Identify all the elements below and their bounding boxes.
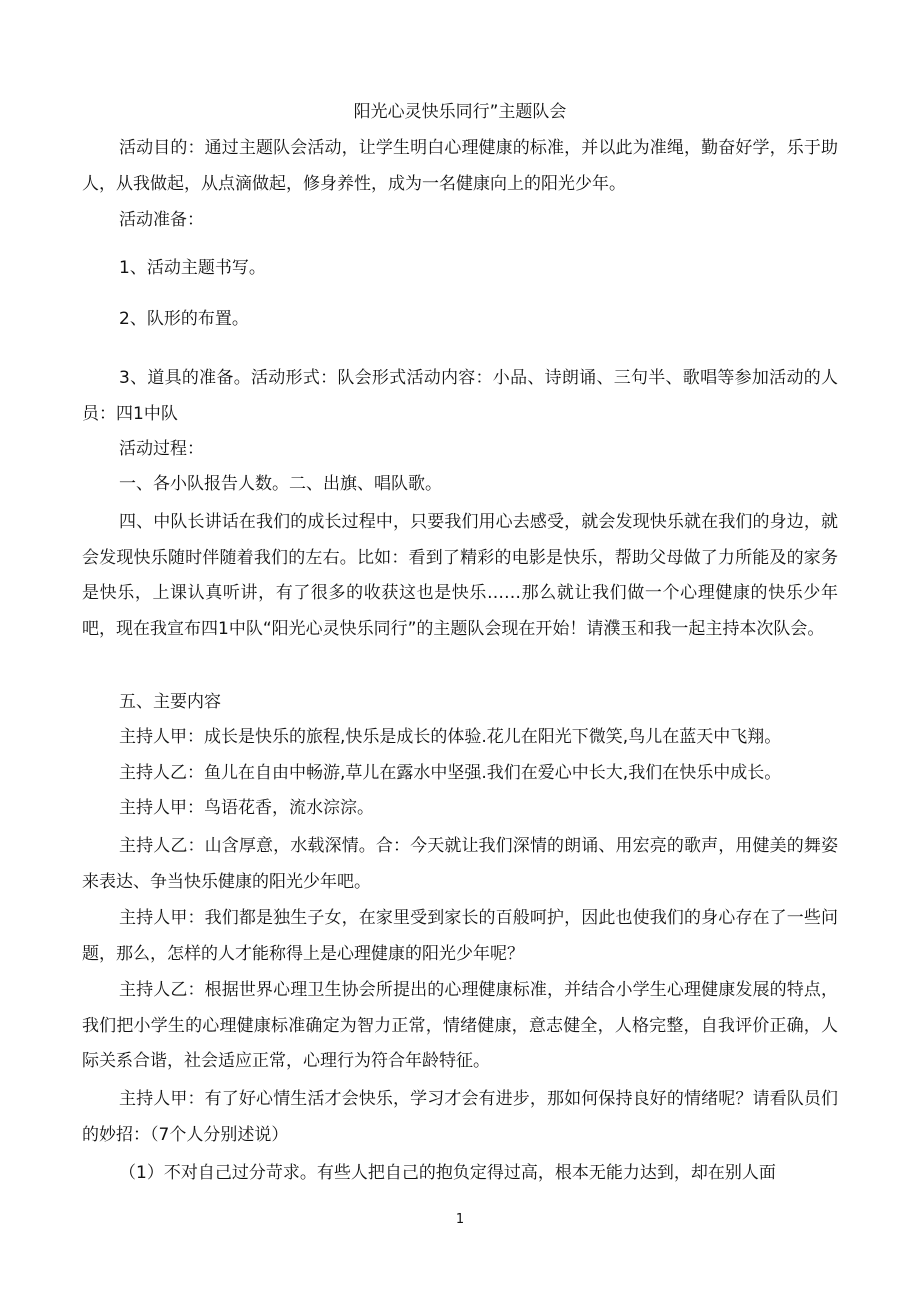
page-number: 1 bbox=[455, 1212, 465, 1227]
paragraph-host-b-3: 主持人乙：根据世界心理卫生协会所提出的心理健康标准，并结合小学生心理健康发展的特点，我们把小学生的心理健康标准确定为智力正常，情绪健康，意志健全，人格完整，自我评价正确，人际关系合谐，社会适应正常，心理行为符合年龄特征。 bbox=[82, 980, 838, 1071]
paragraph-host-a-1: 主持人甲：成长是快乐的旅程,快乐是成长的体验.花儿在阳光下微笑,鸟儿在蓝天中飞翔。 bbox=[119, 727, 782, 747]
document-title: 阳光心灵快乐同行”主题队会 bbox=[353, 102, 567, 122]
paragraph-host-a-3: 主持人甲：我们都是独生子女，在家里受到家长的百般呵护，因此也使我们的身心存在了一些问题，那么，怎样的人才能称得上是心理健康的阳光少年呢？ bbox=[82, 908, 838, 964]
paragraph-prep-item-2: 2、队形的布置。 bbox=[119, 309, 249, 329]
paragraph-prep-item-3: 3、道具的准备。活动形式：队会形式活动内容：小品、诗朗诵、三句半、歌唱等参加活动的人员：四1中队 bbox=[82, 368, 838, 424]
paragraph-step-5: 五、主要内容 bbox=[119, 692, 221, 712]
paragraph-step-4: 四、中队长讲话在我们的成长过程中，只要我们用心去感受，就会发现快乐就在我们的身边，就会发现快乐随时伴随着我们的左右。比如：看到了精彩的电影是快乐，帮助父母做了力所能及的家务是快乐，上课认真听讲，有了很多的收获这也是快乐……那么就让我们做一个心理健康的快乐少年吧，现在我宣布四1中队“阳光心灵快乐同行”的主题队会现在开始！请濮玉和我一起主持本次队会。 bbox=[82, 512, 838, 639]
paragraph-step-1-2: 一、各小队报告人数。二、出旗、唱队歌。 bbox=[119, 474, 442, 494]
paragraph-process: 活动过程： bbox=[119, 439, 204, 459]
paragraph-host-a-2: 主持人甲：鸟语花香，流水淙淙。 bbox=[119, 798, 374, 818]
paragraph-prep-item-1: 1、活动主题书写。 bbox=[119, 258, 266, 278]
paragraph-host-b-1: 主持人乙：鱼儿在自由中畅游,草儿在露水中坚强.我们在爱心中长大,我们在快乐中成长。 bbox=[119, 763, 782, 783]
paragraph-host-a-4: 主持人甲：有了好心情生活才会快乐，学习才会有进步，那如何保持良好的情绪呢？请看队员们的妙招：（7个人分别述说） bbox=[82, 1089, 838, 1145]
paragraph-host-b-2: 主持人乙：山含厚意，水载深情。合：今天就让我们深情的朗诵、用宏亮的歌声，用健美的舞姿来表达、争当快乐健康的阳光少年吧。 bbox=[82, 836, 838, 892]
paragraph-preparation: 活动准备： bbox=[119, 210, 204, 230]
paragraph-tip-1: （1）不对自己过分苛求。有些人把自己的抱负定得过高，根本无能力达到，却在别人面 bbox=[119, 1163, 776, 1183]
paragraph-purpose: 活动目的：通过主题队会活动，让学生明白心理健康的标准，并以此为准绳，勤奋好学，乐于助人，从我做起，从点滴做起，修身养性，成为一名健康向上的阳光少年。 bbox=[82, 138, 838, 194]
